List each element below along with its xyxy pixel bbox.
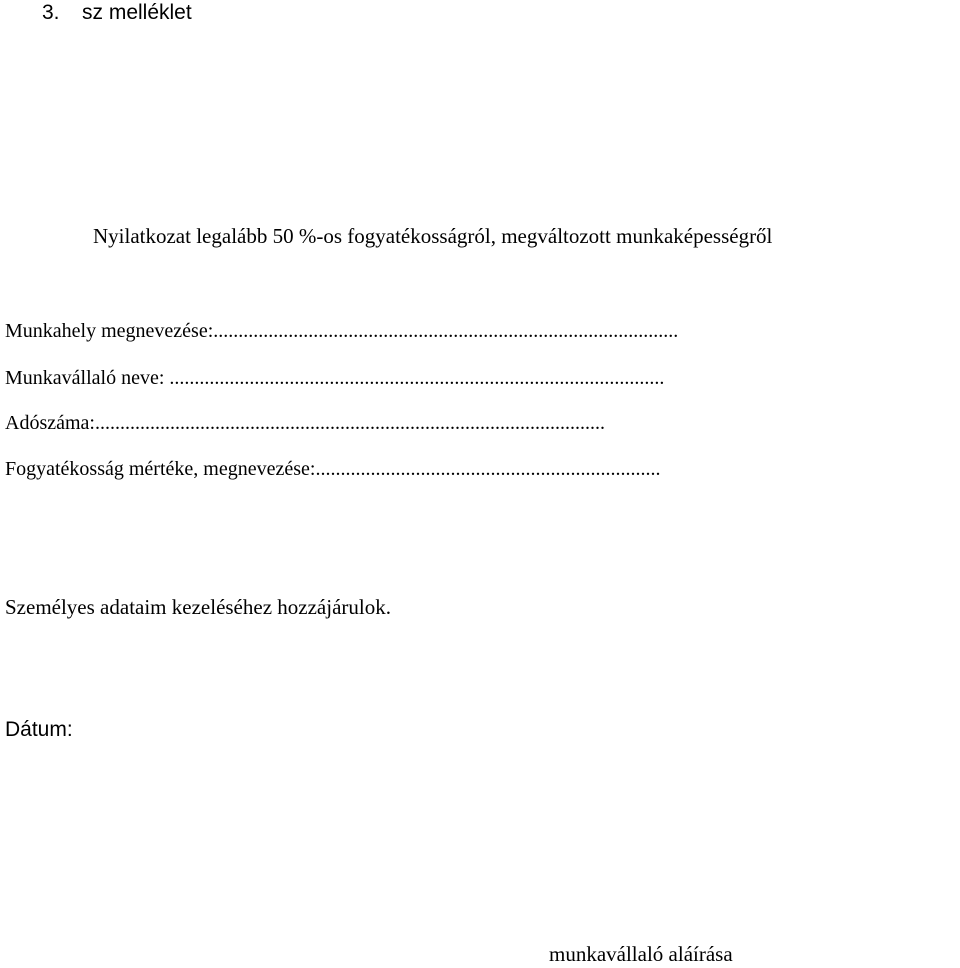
employee-signature-label: munkavállaló aláírása	[549, 942, 733, 966]
workplace-name-field: Munkahely megnevezése:.............................................................................................	[5, 320, 679, 342]
annex-heading	[42, 2, 192, 23]
employee-name-field: Munkavállaló neve: ...................................................................................................	[5, 367, 665, 389]
annex-number: 3.	[42, 1, 60, 24]
tax-number-field: Adószáma:......................................................................................................	[5, 412, 605, 434]
date-label: Dátum:	[5, 718, 73, 741]
annex-label: sz melléklet	[82, 1, 192, 24]
document-title: Nyilatkozat legalább 50 %-os fogyatékosságról, megváltozott munkaképességről	[93, 224, 773, 248]
disability-degree-field: Fogyatékosság mértéke, megnevezése:.....................................................................	[5, 458, 661, 480]
data-consent-statement: Személyes adataim kezeléséhez hozzájárulok.	[5, 595, 391, 619]
